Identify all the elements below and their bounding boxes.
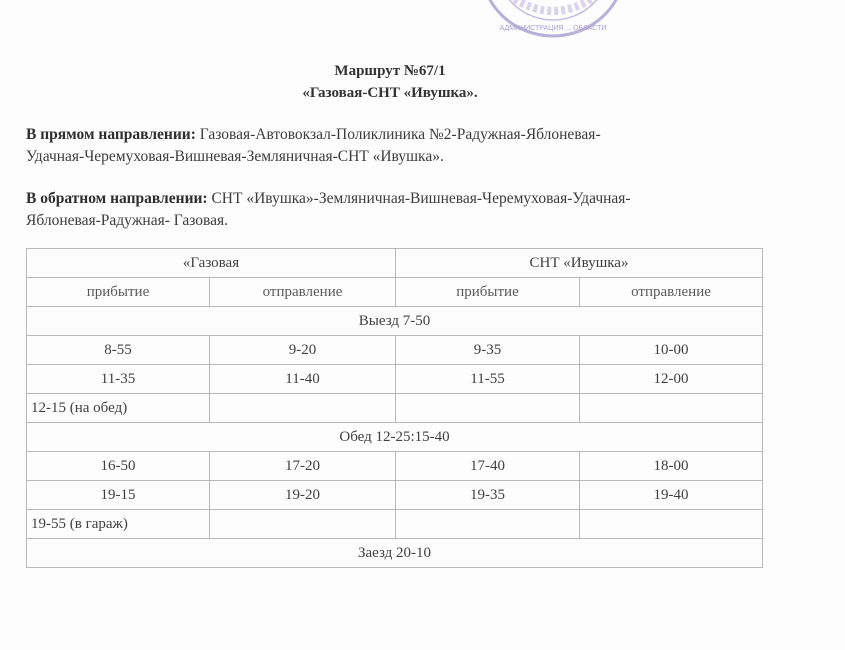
table-row bbox=[27, 394, 763, 423]
table-cell: 17-40 bbox=[396, 452, 580, 481]
table-cell: 18-00 bbox=[580, 452, 763, 481]
reverse-direction bbox=[26, 188, 766, 232]
table-cell: 19-55 (в гараж) bbox=[27, 510, 210, 539]
table-cell: 19-35 bbox=[396, 481, 580, 510]
reverse-direction-text-2: Яблоневая-Радужная- Газовая. bbox=[26, 212, 228, 229]
table-cell: 12-00 bbox=[580, 365, 763, 394]
stop-a-header: «Газовая bbox=[27, 249, 396, 278]
reverse-direction-label: В обратном направлении: bbox=[26, 190, 208, 207]
table-cell: 19-40 bbox=[580, 481, 763, 510]
table-cell: 12-15 (на обед) bbox=[27, 394, 210, 423]
return-in-row bbox=[27, 539, 763, 568]
table-cell bbox=[396, 510, 580, 539]
departure-out: Выезд 7-50 bbox=[27, 307, 763, 336]
table-header-stops bbox=[27, 249, 763, 278]
arrival-header-a: прибытие bbox=[27, 278, 210, 307]
table-row bbox=[27, 365, 763, 394]
official-stamp bbox=[478, 0, 628, 38]
forward-direction-label: В прямом направлении: bbox=[26, 126, 196, 143]
reverse-direction-text: СНТ «Ивушка»-Земляничная-Вишневая-Черемуховая-Удачная- bbox=[211, 190, 631, 207]
schedule-table bbox=[26, 248, 763, 568]
table-cell: 19-20 bbox=[210, 481, 396, 510]
table-cell bbox=[580, 510, 763, 539]
departure-header-a: отправление bbox=[210, 278, 396, 307]
table-cell bbox=[396, 394, 580, 423]
table-cell: 9-35 bbox=[396, 336, 580, 365]
table-cell bbox=[210, 510, 396, 539]
route-subtitle: «Газовая-СНТ «Ивушка». bbox=[302, 85, 478, 101]
stamp-text: АДМИНИСТРАЦИЯ ... ОБЛАСТИ bbox=[499, 25, 607, 32]
table-row bbox=[27, 336, 763, 365]
forward-direction-text-2: Удачная-Черемуховая-Вишневая-Земляничная-СНТ «Ивушка». bbox=[26, 148, 444, 165]
arrival-header-b: прибытие bbox=[396, 278, 580, 307]
table-cell bbox=[210, 394, 396, 423]
table-cell: 8-55 bbox=[27, 336, 210, 365]
lunch-row bbox=[27, 423, 763, 452]
table-cell: 10-00 bbox=[580, 336, 763, 365]
stop-b-header: СНТ «Ивушка» bbox=[396, 249, 763, 278]
departure-out-row bbox=[27, 307, 763, 336]
table-cell: 11-40 bbox=[210, 365, 396, 394]
table-cell bbox=[580, 394, 763, 423]
table-cell: 9-20 bbox=[210, 336, 396, 365]
table-row bbox=[27, 481, 763, 510]
table-cell: 11-55 bbox=[396, 365, 580, 394]
table-cell: 17-20 bbox=[210, 452, 396, 481]
table-row bbox=[27, 452, 763, 481]
lunch-break: Обед 12-25:15-40 bbox=[27, 423, 763, 452]
departure-header-b: отправление bbox=[580, 278, 763, 307]
route-title: Маршрут №67/1 bbox=[334, 63, 446, 79]
forward-direction-text: Газовая-Автовокзал-Поликлиника №2-Радужная-Яблоневая- bbox=[199, 126, 601, 143]
table-cell: 11-35 bbox=[27, 365, 210, 394]
forward-direction bbox=[26, 124, 766, 168]
table-header-columns bbox=[27, 278, 763, 307]
table-cell: 19-15 bbox=[27, 481, 210, 510]
table-row bbox=[27, 510, 763, 539]
table-cell: 16-50 bbox=[27, 452, 210, 481]
return-in: Заезд 20-10 bbox=[27, 539, 763, 568]
